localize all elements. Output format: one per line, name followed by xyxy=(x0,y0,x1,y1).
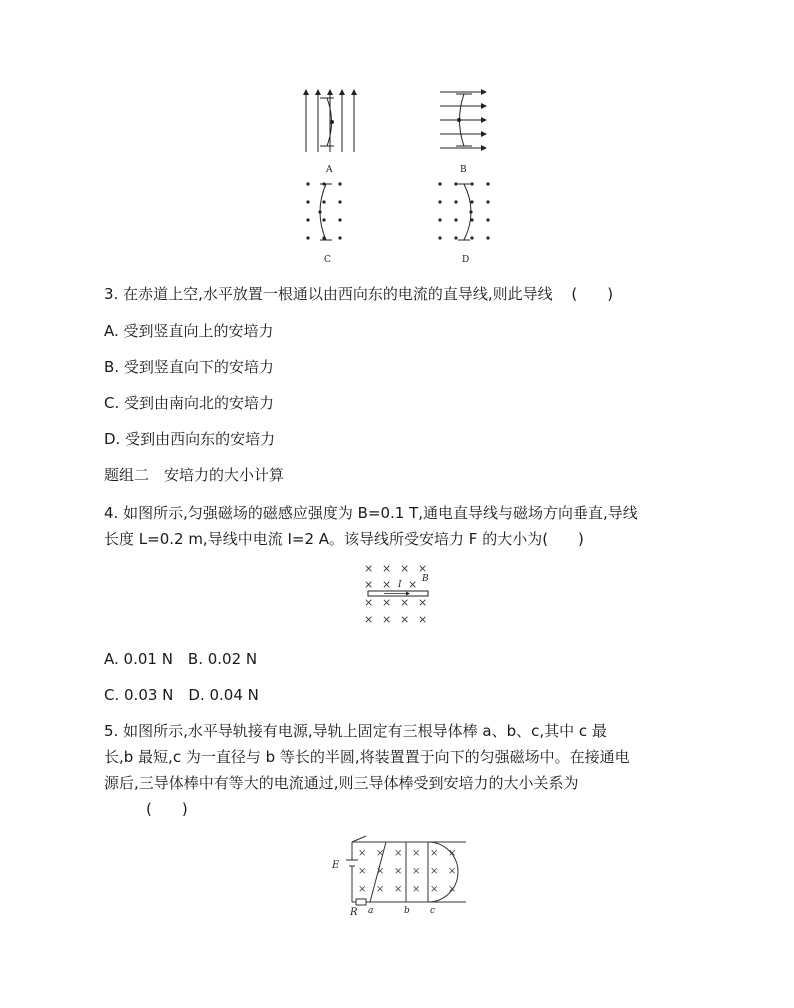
figure-c xyxy=(306,182,341,240)
question-3-option-a: A. 受到竖直向上的安培力 xyxy=(104,322,274,340)
figure-a-label: A xyxy=(326,165,333,175)
source-e-label: E xyxy=(332,860,340,871)
svg-text:×: × xyxy=(382,596,392,609)
question-5-figure-svg xyxy=(326,832,478,916)
current-i-label: I xyxy=(398,580,402,590)
svg-text:×: × xyxy=(376,884,385,895)
question-3-bracket: ( ) xyxy=(571,285,614,303)
svg-text:×: × xyxy=(412,884,421,895)
svg-text:×: × xyxy=(430,884,439,895)
figure-c-label: C xyxy=(324,255,331,265)
question-4-line-1: 4. 如图所示,匀强磁场的磁感应强度为 B=0.1 T,通电直导线与磁场方向垂直,导线 xyxy=(104,504,638,522)
question-5-figure xyxy=(326,832,478,916)
svg-text:×: × xyxy=(418,562,428,575)
svg-text:×: × xyxy=(448,848,457,859)
svg-text:×: × xyxy=(448,866,457,877)
wire-field-figures xyxy=(290,80,510,270)
figure-d-label: D xyxy=(462,255,470,265)
svg-text:×: × xyxy=(364,562,374,575)
svg-text:×: × xyxy=(412,866,421,877)
question-4-options-row-1: A. 0.01 N B. 0.02 N xyxy=(104,650,258,668)
question-3-stem xyxy=(104,283,613,305)
svg-text:×: × xyxy=(364,578,374,591)
rod-a-label: a xyxy=(368,906,374,916)
svg-text:×: × xyxy=(358,848,367,859)
question-4-line-2: 长度 L=0.2 m,导线中电流 I=2 A。该导线所受安培力 F 的大小为( ) xyxy=(104,530,584,548)
section-title: 题组二 安培力的大小计算 xyxy=(104,466,285,484)
svg-text:×: × xyxy=(376,866,385,877)
question-5-line-2: 长,b 最短,c 为一直径与 b 等长的半圆,将装置置于向下的匀强磁场中。在接通电 xyxy=(104,748,630,766)
svg-text:×: × xyxy=(394,884,403,895)
svg-text:×: × xyxy=(448,884,457,895)
svg-text:×: × xyxy=(358,866,367,877)
svg-text:×: × xyxy=(430,866,439,877)
resistor-r-label: R xyxy=(350,907,358,916)
svg-text:×: × xyxy=(382,562,392,575)
svg-text:×: × xyxy=(382,578,392,591)
svg-text:×: × xyxy=(364,596,374,609)
svg-text:×: × xyxy=(394,848,403,859)
svg-text:×: × xyxy=(430,848,439,859)
question-3-option-d: D. 受到由西向东的安培力 xyxy=(104,430,276,448)
figure-b-label: B xyxy=(460,165,467,175)
svg-text:×: × xyxy=(382,613,392,626)
field-b-label: B xyxy=(422,574,429,584)
figure-b xyxy=(440,92,486,148)
question-5-line-1: 5. 如图所示,水平导轨接有电源,导轨上固定有三根导体棒 a、b、c,其中 c 最 xyxy=(104,722,607,740)
svg-text:×: × xyxy=(400,596,410,609)
svg-text:×: × xyxy=(394,866,403,877)
svg-text:×: × xyxy=(400,562,410,575)
question-3-text: 3. 在赤道上空,水平放置一根通以由西向东的电流的直导线,则此导线 xyxy=(104,285,553,303)
question-4-figure xyxy=(362,560,442,630)
svg-text:×: × xyxy=(376,848,385,859)
figure-a xyxy=(306,90,354,152)
svg-text:×: × xyxy=(364,613,374,626)
question-5-bracket: ( ) xyxy=(146,800,188,818)
rod-c-label: c xyxy=(430,906,436,916)
cross-field xyxy=(364,562,427,626)
question-5-line-3: 源后,三导体棒中有等大的电流通过,则三导体棒受到安培力的大小关系为 xyxy=(104,774,579,792)
wire-field-figures-svg xyxy=(290,80,510,270)
question-3-option-c: C. 受到由南向北的安培力 xyxy=(104,394,275,412)
svg-text:×: × xyxy=(408,578,418,591)
question-4-options-row-2: C. 0.03 N D. 0.04 N xyxy=(104,686,259,704)
svg-text:×: × xyxy=(400,613,410,626)
rod-b-label: b xyxy=(404,906,410,916)
cross-field-5 xyxy=(358,848,456,895)
question-3-option-b: B. 受到竖直向下的安培力 xyxy=(104,358,274,376)
svg-text:×: × xyxy=(358,884,367,895)
figure-d xyxy=(438,182,489,240)
svg-text:×: × xyxy=(418,613,428,626)
svg-text:×: × xyxy=(412,848,421,859)
question-4-figure-svg xyxy=(362,560,442,630)
svg-text:×: × xyxy=(418,596,428,609)
